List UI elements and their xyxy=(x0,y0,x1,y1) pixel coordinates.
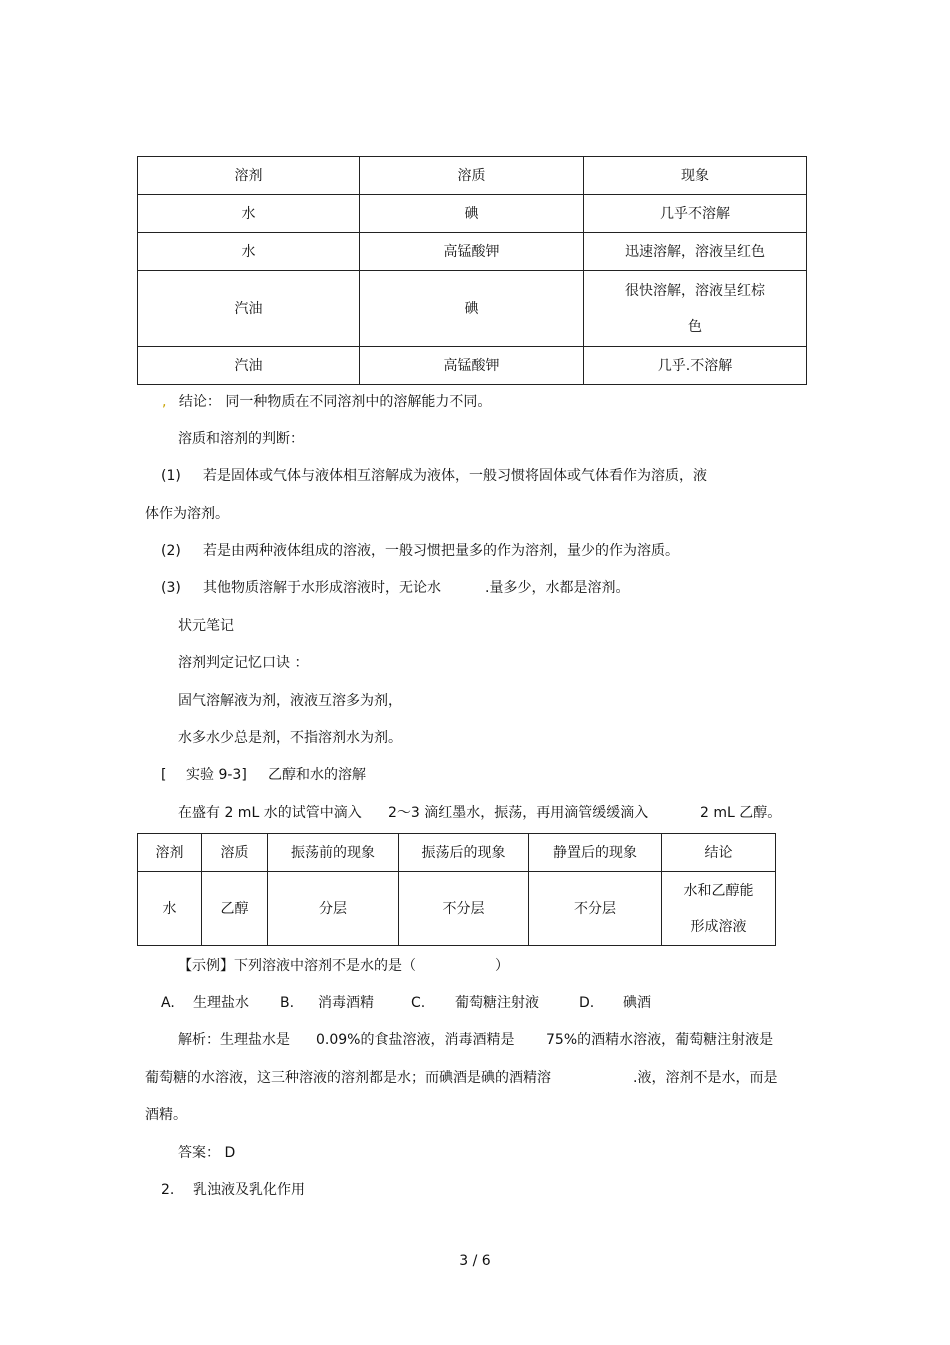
option-text: 消毒酒精 xyxy=(318,995,374,1011)
item-number: (1) xyxy=(161,468,181,484)
analysis-text: 酒精。 xyxy=(145,1107,187,1123)
mnemonic-title: 溶剂判定记忆口诀 ： xyxy=(178,655,309,671)
table-header-cell: 溶质 xyxy=(360,157,584,195)
table-cell: 汽油 xyxy=(138,271,360,347)
conclusion-text: 结论： 同一种物质在不同溶剂中的溶解能力不同。 xyxy=(178,394,492,410)
item-text: 其他物质溶解于水形成溶液时，无论水 xyxy=(203,580,441,596)
table-header-cell: 溶质 xyxy=(202,834,268,872)
example-paren-close: ） xyxy=(495,958,509,974)
table-cell: 碘 xyxy=(360,271,584,347)
judge-title: 溶质和溶剂的判断： xyxy=(178,431,304,447)
experiment-table xyxy=(137,833,776,946)
conclusion-line xyxy=(162,392,491,412)
table-header-row xyxy=(138,157,807,195)
item-text: 若是由两种液体组成的溶液，一般习惯把量多的作为溶剂，量少的作为溶质。 xyxy=(203,543,679,559)
experiment-text: 2 mL 乙醇。 xyxy=(700,805,782,821)
cell-line: 形成溶液 xyxy=(690,918,747,935)
table-header-cell: 静置后的现象 xyxy=(529,834,662,872)
analysis-text: 0.09%的食盐溶液，消毒酒精是 xyxy=(316,1032,515,1048)
experiment-text: 在盛有 2 mL 水的试管中滴入 xyxy=(178,805,362,821)
table-header-cell: 振荡前的现象 xyxy=(268,834,399,872)
item-number: (2) xyxy=(161,543,181,559)
table-header-cell: 振荡后的现象 xyxy=(399,834,529,872)
option-label: A. xyxy=(161,995,175,1011)
analysis-text: .液，溶剂不是水，而是 xyxy=(633,1070,778,1086)
option-text: 葡萄糖注射液 xyxy=(455,995,539,1011)
section-number: 2. xyxy=(161,1182,175,1198)
item-text: .量多少，水都是溶剂。 xyxy=(485,580,630,596)
page-number: 3 / 6 xyxy=(459,1253,491,1269)
cell-line: 很快溶解，溶液呈红棕 xyxy=(625,282,765,299)
table-cell: 分层 xyxy=(268,872,399,946)
table-cell: 不分层 xyxy=(529,872,662,946)
cell-line: 色 xyxy=(688,318,702,335)
table-cell: 几乎.不溶解 xyxy=(584,347,807,385)
table-cell: 高锰酸钾 xyxy=(360,347,584,385)
table-cell: 水 xyxy=(138,872,202,946)
table-row xyxy=(138,872,776,946)
table-row xyxy=(138,233,807,271)
item-text-continued: 体作为溶剂。 xyxy=(145,506,229,522)
option-label: D. xyxy=(579,995,595,1011)
table-header-row xyxy=(138,834,776,872)
option-text: 生理盐水 xyxy=(193,995,249,1011)
experiment-bracket: [ xyxy=(161,767,167,783)
table-cell xyxy=(662,872,776,946)
table-header-cell: 溶剂 xyxy=(138,834,202,872)
cell-line: 水和乙醇能 xyxy=(683,882,754,899)
mnemonic-line: 固气溶解液为剂，液液互溶多为剂， xyxy=(178,693,402,709)
table-row xyxy=(138,271,807,347)
option-label: C. xyxy=(411,995,426,1011)
table-cell: 不分层 xyxy=(399,872,529,946)
table-header-cell: 现象 xyxy=(584,157,807,195)
experiment-title: 乙醇和水的溶解 xyxy=(268,767,366,783)
analysis-text: 75%的酒精水溶液，葡萄糖注射液是 xyxy=(546,1032,774,1048)
table-row xyxy=(138,347,807,385)
table-cell: 水 xyxy=(138,195,360,233)
option-text: 碘酒 xyxy=(623,995,651,1011)
answer-text: 答案： D xyxy=(178,1145,236,1161)
table-cell: 汽油 xyxy=(138,347,360,385)
table-cell: 迅速溶解，溶液呈红色 xyxy=(584,233,807,271)
table-cell xyxy=(584,271,807,347)
experiment-text: 2～3 滴红墨水，振荡，再用滴管缓缓滴入 xyxy=(388,805,649,821)
table-cell: 乙醇 xyxy=(202,872,268,946)
table-cell: 水 xyxy=(138,233,360,271)
item-number: (3) xyxy=(161,580,181,596)
notes-title: 状元笔记 xyxy=(178,618,234,634)
experiment-label: 实验 9-3] xyxy=(186,767,247,783)
mnemonic-line: 水多水少总是剂，不指溶剂水为剂。 xyxy=(178,730,402,746)
table-cell: 几乎不溶解 xyxy=(584,195,807,233)
section-title: 乳浊液及乳化作用 xyxy=(193,1182,305,1198)
table-cell: 碘 xyxy=(360,195,584,233)
table-header-cell: 结论 xyxy=(662,834,776,872)
table-cell: 高锰酸钾 xyxy=(360,233,584,271)
analysis-text: 葡萄糖的水溶液，这三种溶液的溶剂都是水；而碘酒是碘的酒精溶 xyxy=(145,1070,551,1086)
conclusion-mark: , xyxy=(162,394,167,410)
table-header-cell: 溶剂 xyxy=(138,157,360,195)
option-label: B. xyxy=(280,995,295,1011)
analysis-text: 解析：生理盐水是 xyxy=(178,1032,290,1048)
solubility-table xyxy=(137,156,807,385)
item-text: 若是固体或气体与液体相互溶解成为液体，一般习惯将固体或气体看作为溶质，液 xyxy=(203,468,707,484)
table-row xyxy=(138,195,807,233)
example-title: 【示例】下列溶液中溶剂不是水的是（ xyxy=(178,958,416,974)
